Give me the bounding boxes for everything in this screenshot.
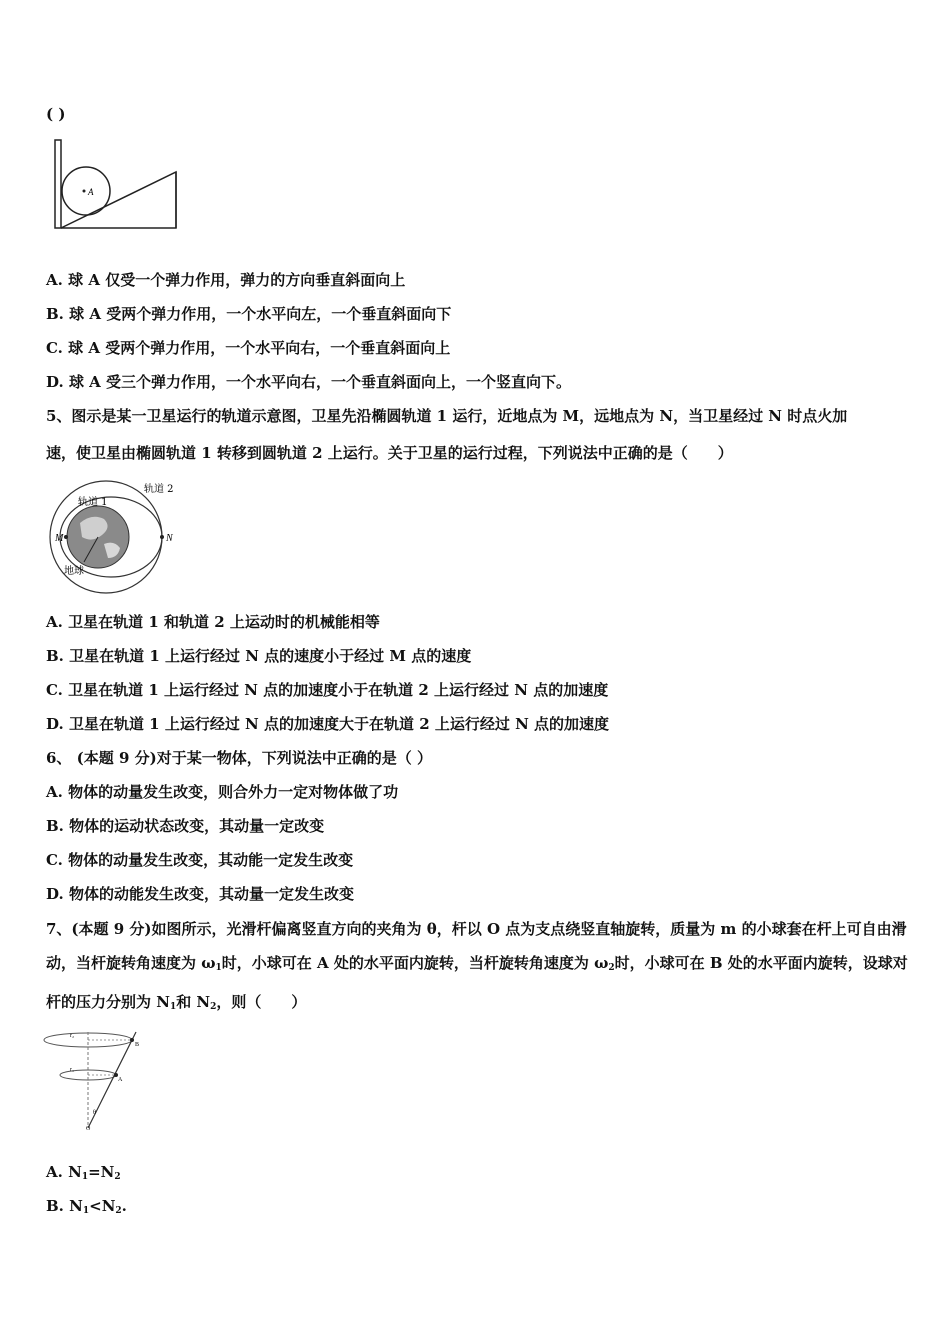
- q4-answer-paren: ( ): [46, 105, 66, 123]
- q6-option-d: D. 物体的动能发生改变，其动量一定发生改变: [46, 885, 354, 903]
- q6-option-c: C. 物体的动量发生改变，其动能一定发生改变: [46, 851, 354, 869]
- q5-label-orbit2: 轨道 2: [144, 484, 174, 495]
- q5-stem-line2: 速，使卫星由椭圆轨道 1 转移到圆轨道 2 上运行。关于卫星的运行过程，下列说法中正确的是（ ）: [46, 444, 733, 462]
- q4-ball: [62, 167, 110, 215]
- q4-wall: [55, 140, 61, 228]
- q7-option-a: A. $N_1=N_2$: [46, 1163, 121, 1182]
- q4-option-a: A. 球 A 仅受一个弹力作用，弹力的方向垂直斜面向上: [46, 271, 406, 289]
- q4-figure-incline: [52, 138, 180, 234]
- q7-label-a: A: [118, 1077, 123, 1083]
- q4-ball-label: A: [88, 187, 94, 197]
- q4-option-b: B. 球 A 受两个弹力作用，一个水平向左，一个垂直斜面向下: [46, 305, 452, 323]
- q5-stem-line1: 5、图示是某一卫星运行的轨道示意图，卫星先沿椭圆轨道 1 运行，近地点为 M，远地点为 N，当卫星经过 N 时点火加: [46, 407, 848, 425]
- q7-stem: 7、(本题 9 分)如图所示，光滑杆偏离竖直方向的夹角为 θ，杆以 O 点为支点绕竖直轴旋转，质量为 m 的小球套在杆上可自由滑动，当杆旋转角速度为 $\omega_1$时，小球可在 A 处的水平面内旋转，当杆旋转角速度为 $\omega_2$时，小球可在 B 处的水平面内旋转，设球对杆的压力分别为 $N_1$和 $N_2$，则（ ）: [46, 920, 908, 1012]
- q5-option-d: D. 卫星在轨道 1 上运行经过 N 点的加速度大于在轨道 2 上运行经过 N 点的加速度: [46, 715, 610, 733]
- q4-incline: [61, 172, 176, 228]
- q7-label-theta: θ: [93, 1110, 96, 1116]
- q4-option-d: D. 球 A 受三个弹力作用，一个水平向右，一个垂直斜面向上，一个竖直向下。: [46, 373, 572, 391]
- q7-option-b: B. $N_1<N_2$.: [46, 1197, 127, 1216]
- q5-label-n: N: [166, 533, 173, 544]
- q5-label-m: M: [55, 533, 64, 544]
- q7-label-r1: r₁: [70, 1067, 75, 1073]
- q6-option-b: B. 物体的运动状态改变，其动量一定改变: [46, 817, 325, 835]
- q7-label-o: O: [86, 1126, 91, 1132]
- q6-stem: 6、 (本题 9 分)对于某一物体，下列说法中正确的是（ ）: [46, 749, 432, 767]
- q5-option-c: C. 卫星在轨道 1 上运行经过 N 点的加速度小于在轨道 2 上运行经过 N 点的加速度: [46, 681, 609, 699]
- q7-label-b: B: [135, 1042, 140, 1048]
- q4-option-c: C. 球 A 受两个弹力作用，一个水平向右，一个垂直斜面向上: [46, 339, 451, 357]
- q5-figure-orbits: [44, 478, 194, 598]
- q5-option-b: B. 卫星在轨道 1 上运行经过 N 点的速度小于经过 M 点的速度: [46, 647, 472, 665]
- q5-label-orbit1: 轨道 1: [78, 497, 108, 508]
- q5-label-earth: 地球: [64, 566, 84, 577]
- q7-figure-rod: [42, 1028, 152, 1132]
- q5-option-a: A. 卫星在轨道 1 和轨道 2 上运动时的机械能相等: [46, 613, 380, 631]
- q7-label-r2: r₂: [70, 1033, 75, 1039]
- q6-option-a: A. 物体的动量发生改变，则合外力一定对物体做了功: [46, 783, 399, 801]
